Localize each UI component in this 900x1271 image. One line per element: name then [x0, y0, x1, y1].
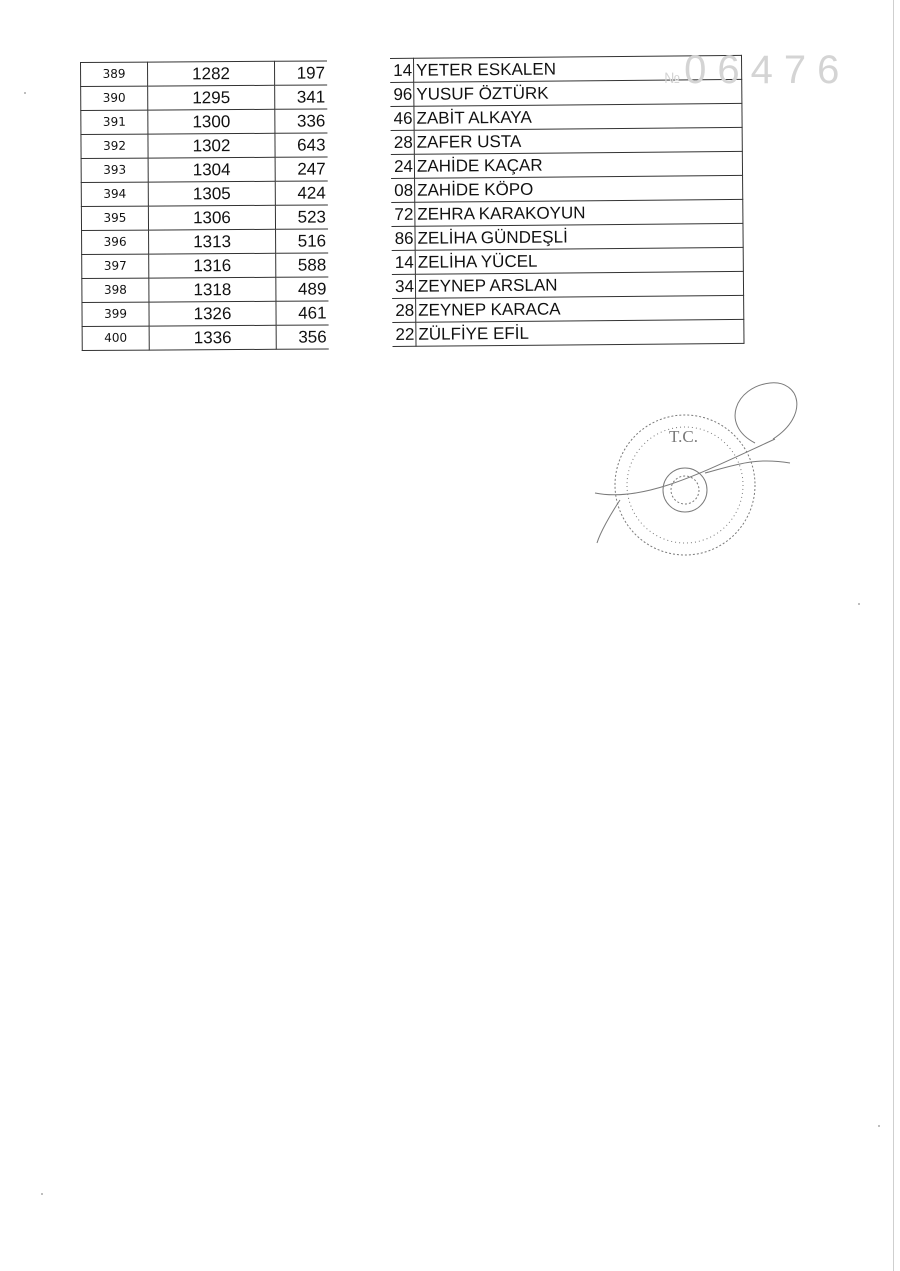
- row-name-cell: ZEYNEP ARSLAN: [415, 271, 743, 298]
- row-value-cell: 247: [275, 157, 328, 181]
- row-value-cell: 424: [275, 181, 328, 205]
- row-number-cell: 1306: [148, 205, 275, 230]
- row-index-cell: 399: [82, 302, 149, 326]
- table-row: [391, 151, 743, 178]
- row-index-cell: 390: [81, 86, 148, 110]
- right-name-table: [390, 55, 745, 347]
- table-row: [391, 127, 743, 154]
- row-name-cell: YETER ESKALEN: [414, 55, 742, 82]
- table-row: [391, 199, 743, 226]
- row-index-cell: 389: [81, 62, 148, 86]
- serial-number-stamp: [664, 48, 850, 92]
- table-row: [391, 223, 743, 250]
- row-code-cell: 34: [392, 274, 416, 298]
- row-code-cell: 08: [391, 178, 415, 202]
- row-number-cell: 1295: [148, 85, 275, 110]
- row-code-cell: 24: [391, 154, 415, 178]
- row-code-cell: 28: [392, 298, 416, 322]
- table-row: [82, 229, 329, 255]
- table-row: [82, 277, 329, 303]
- row-index-cell: 395: [81, 206, 148, 230]
- row-value-cell: 489: [276, 277, 329, 301]
- row-code-cell: 14: [392, 250, 416, 274]
- row-number-cell: 1326: [149, 301, 276, 326]
- row-name-cell: YUSUF ÖZTÜRK: [414, 79, 742, 106]
- row-value-cell: 516: [276, 229, 329, 253]
- row-value-cell: 336: [275, 109, 328, 133]
- row-number-cell: 1302: [148, 133, 275, 158]
- scan-speck: [41, 1193, 43, 1195]
- row-code-cell: 28: [391, 130, 415, 154]
- row-number-cell: 1282: [148, 61, 275, 86]
- scan-edge-line: [893, 0, 894, 1271]
- table-row: [81, 85, 328, 111]
- row-index-cell: 391: [81, 110, 148, 134]
- table-row: [390, 103, 742, 130]
- scan-speck: [24, 92, 26, 94]
- row-index-cell: 396: [82, 230, 149, 254]
- row-index-cell: 392: [81, 134, 148, 158]
- row-number-cell: 1313: [149, 229, 276, 254]
- table-row: [82, 301, 329, 327]
- row-value-cell: 588: [276, 253, 329, 277]
- table-row: [81, 61, 328, 87]
- row-value-cell: 197: [274, 61, 327, 85]
- row-value-cell: 523: [275, 205, 328, 229]
- row-name-cell: ZAHİDE KAÇAR: [414, 151, 742, 178]
- table-row: [81, 133, 328, 159]
- row-name-cell: ZELİHA YÜCEL: [415, 247, 743, 274]
- table-row: [391, 175, 743, 202]
- row-value-cell: 356: [276, 325, 329, 349]
- row-number-cell: 1316: [149, 253, 276, 278]
- row-code-cell: 86: [391, 226, 415, 250]
- row-code-cell: 14: [390, 58, 414, 82]
- table-row: [392, 271, 744, 298]
- table-row: [82, 325, 329, 351]
- table-row: [82, 253, 329, 279]
- left-number-table: [80, 60, 329, 351]
- table-row: [81, 157, 328, 183]
- row-number-cell: 1305: [148, 181, 275, 206]
- row-code-cell: 72: [391, 202, 415, 226]
- table-row: [81, 181, 328, 207]
- row-number-cell: 1304: [148, 157, 275, 182]
- serial-digits: 06476: [684, 48, 851, 92]
- row-name-cell: ZÜLFİYE EFİL: [416, 319, 744, 346]
- serial-prefix: №: [664, 70, 681, 87]
- row-index-cell: 398: [82, 278, 149, 302]
- table-row: [392, 247, 744, 274]
- row-name-cell: ZELİHA GÜNDEŞLİ: [415, 223, 743, 250]
- table-row: [392, 319, 744, 346]
- row-name-cell: ZEYNEP KARACA: [416, 295, 744, 322]
- official-seal-stamp: [585, 375, 810, 575]
- table-row: [81, 109, 328, 135]
- row-index-cell: 393: [81, 158, 148, 182]
- row-index-cell: 397: [82, 254, 149, 278]
- scan-speck: [878, 1125, 880, 1127]
- row-name-cell: ZAHİDE KÖPO: [415, 175, 743, 202]
- scan-speck: [858, 603, 860, 605]
- row-code-cell: 22: [392, 322, 416, 346]
- row-code-cell: 96: [390, 82, 414, 106]
- row-value-cell: 461: [276, 301, 329, 325]
- row-value-cell: 643: [275, 133, 328, 157]
- row-name-cell: ZAFER USTA: [414, 127, 742, 154]
- table-row: [392, 295, 744, 322]
- row-number-cell: 1318: [149, 277, 276, 302]
- row-index-cell: 400: [82, 326, 149, 350]
- row-number-cell: 1300: [148, 109, 275, 134]
- row-index-cell: 394: [81, 182, 148, 206]
- table-row: [81, 205, 328, 231]
- seal-text: T.C.: [669, 427, 698, 446]
- row-number-cell: 1336: [149, 325, 276, 350]
- row-code-cell: 46: [390, 106, 414, 130]
- row-value-cell: 341: [275, 85, 328, 109]
- row-name-cell: ZEHRA KARAKOYUN: [415, 199, 743, 226]
- row-name-cell: ZABİT ALKAYA: [414, 103, 742, 130]
